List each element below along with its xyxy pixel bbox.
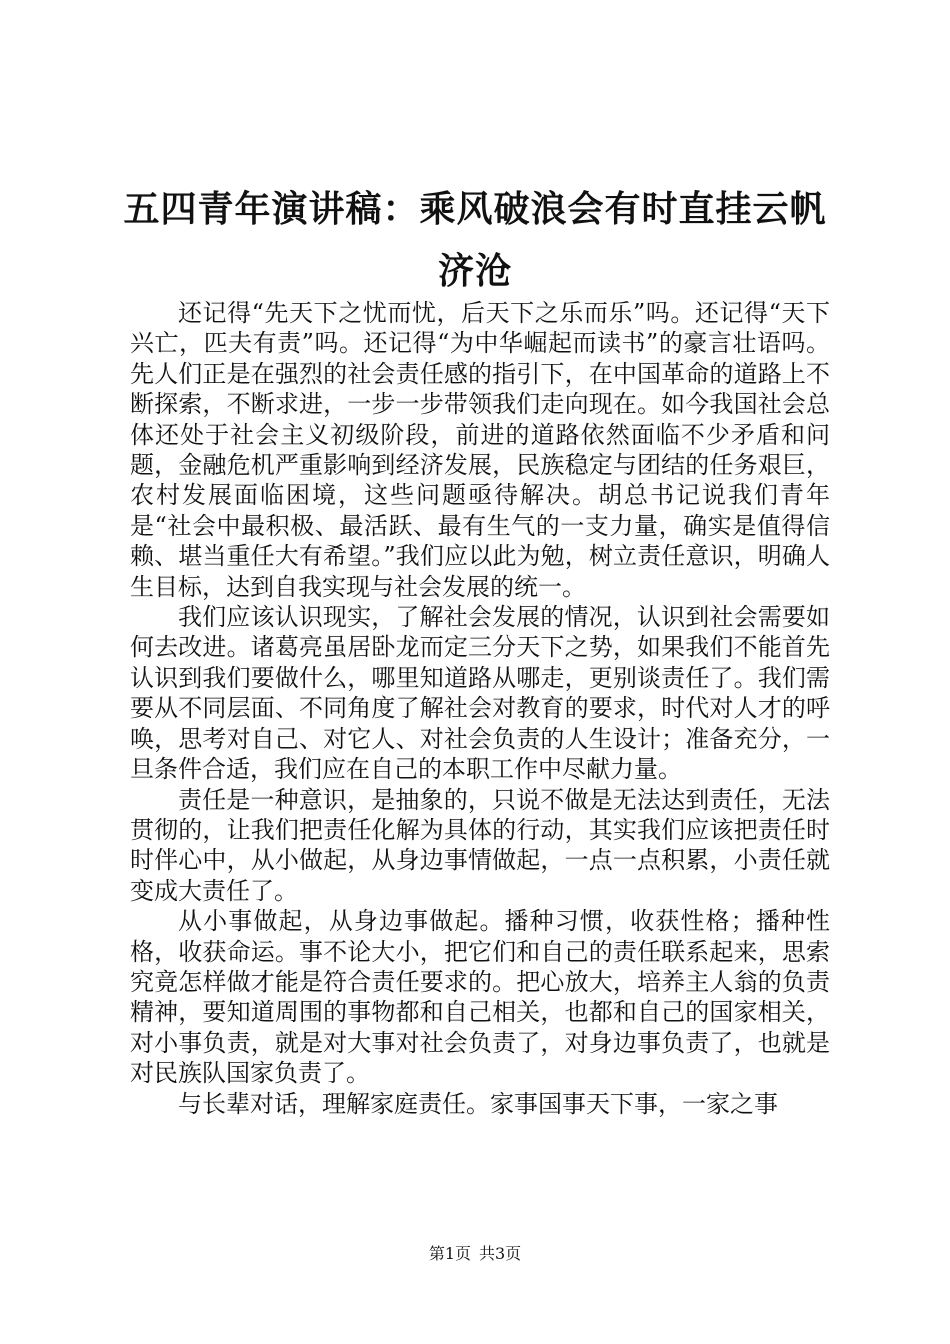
document-title: 五四青年演讲稿：乘风破浪会有时直挂云帆济沧: [123, 188, 827, 292]
document-body: [130, 298, 830, 1119]
paragraph: 从小事做起，从身边事做起。播种习惯，收获性格；播种性格，收获命运。事不论大小，把它们和自己的责任联系起来，思索究竟怎样做才能是符合责任要求的。把心放大，培养主人翁的负责精神，要知道周围的事物都和自己相关，也都和自己的国家相关，对小事负责，就是对大事对社会负责了，对身边事负责了，也就是对民族队国家负责了。: [130, 907, 830, 1088]
paragraph: 与长辈对话，理解家庭责任。家事国事天下事，一家之事: [178, 1089, 778, 1118]
page-number: 第1页: [428, 1244, 471, 1263]
page-total: 共3页: [479, 1244, 522, 1263]
paragraph: 责任是一种意识，是抽象的，只说不做是无法达到责任，无法贯彻的，让我们把责任化解为具体的行动，其实我们应该把责任时时伴心中，从小做起，从身边事情做起，一点一点积累，小责任就变成大责任了。: [130, 785, 830, 905]
paragraph: 我们应该认识现实，了解社会发展的情况，认识到社会需要如何去改进。诸葛亮虽居卧龙而定三分天下之势，如果我们不能首先认识到我们要做什么，哪里知道路从哪走，更别谈责任了。我们需要从不同层面、不同角度了解社会对教育的要求，时代对人才的呼唤，思考对自己、对它人、对社会负责的人生设计；准备充分，一旦条件合适，我们应在自己的本职工作中尽献力量。: [130, 603, 830, 784]
paragraph: 还记得“先天下之忧而忧，后天下之乐而乐”吗。还记得“天下兴亡，匹夫有责”吗。还记得“为中华崛起而读书”的豪言壮语吗。先人们正是在强烈的社会责任感的指引下，在中国革命的道路上不断探索，不断求进，一步一步带领我们走向现在。如今我国社会总体还处于社会主义初级阶段，前进的道路依然面临不少矛盾和问题，金融危机严重影响到经济发展，民族稳定与团结的任务艰巨，农村发展面临困境，这些问题亟待解决。胡总书记说我们青年是“社会中最积极、最活跃、最有生气的一支力量，确实是值得信赖、堪当重任大有希望。”我们应以此为勉，树立责任意识，明确人生目标，达到自我实现与社会发展的统一。: [130, 299, 830, 601]
page-footer: [0, 1244, 950, 1264]
